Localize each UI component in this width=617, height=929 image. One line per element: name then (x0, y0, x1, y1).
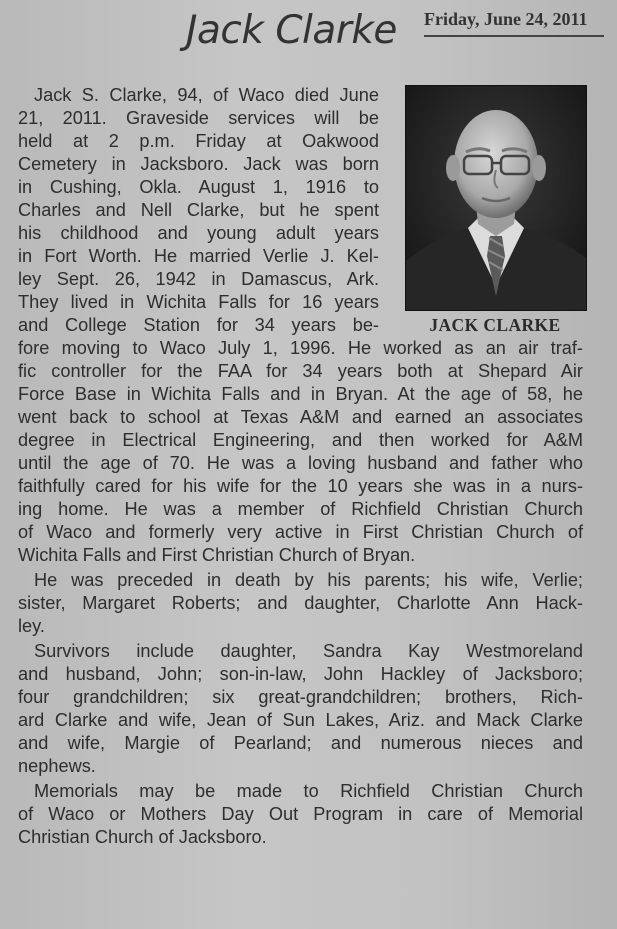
text-line: ard Clarke and wife, Jean of Sun Lakes, Ariz. and Mack Clarke (18, 710, 583, 730)
text-line: and husband, John; son-in-law, John Hackley of Jacksboro; (18, 664, 583, 684)
text-line: degree in Electrical Engineering, and then worked for A&M (18, 430, 583, 450)
text-line: Cemetery in Jacksboro. Jack was born (18, 154, 379, 174)
portrait-photo (405, 85, 587, 311)
text-line: 21, 2011. Graveside services will be (18, 108, 379, 128)
text-line: ley. (18, 616, 45, 636)
text-line: He was preceded in death by his parents; his wife, Verlie; (34, 570, 583, 590)
text-line: sister, Margaret Roberts; and daughter, Charlotte Ann Hack- (18, 593, 583, 613)
text-line: ing home. He was a member of Richfield Christian Church (18, 499, 583, 519)
text-line: four grandchildren; six great-grandchildren; brothers, Rich- (18, 687, 583, 707)
text-line: fore moving to Waco July 1, 1996. He worked as an air traf- (18, 338, 583, 358)
text-line: fic controller for the FAA for 34 years both at Shepard Air (18, 361, 583, 381)
text-line: They lived in Wichita Falls for 16 years (18, 292, 379, 312)
text-line: and College Station for 34 years be- (18, 315, 379, 335)
text-line: held at 2 p.m. Friday at Oakwood (18, 131, 379, 151)
text-line: Jack S. Clarke, 94, of Waco died June (34, 85, 379, 105)
text-line: in Fort Worth. He married Verlie J. Kel- (18, 246, 379, 266)
text-line: faithfully cared for his wife for the 10 years she was in a nurs- (18, 476, 583, 496)
text-line: in Cushing, Okla. August 1, 1916 to (18, 177, 379, 197)
text-line: Christian Church of Jacksboro. (18, 827, 267, 847)
portrait-illustration (406, 86, 586, 310)
text-line: nephews. (18, 756, 96, 776)
text-line: Charles and Nell Clarke, but he spent (18, 200, 379, 220)
text-line: went back to school at Texas A&M and earned an associates (18, 407, 583, 427)
text-line: and wife, Margie of Pearland; and numerous nieces and (18, 733, 583, 753)
text-line: Force Base in Wichita Falls and in Bryan. At the age of 58, he (18, 384, 583, 404)
text-line: Survivors include daughter, Sandra Kay Westmoreland (34, 641, 583, 661)
text-line: ley Sept. 26, 1942 in Damascus, Ark. (18, 269, 379, 289)
text-line: Memorials may be made to Richfield Christian Church (34, 781, 583, 801)
photo-caption: JACK CLARKE (429, 315, 561, 335)
text-line: his childhood and young adult years (18, 223, 379, 243)
text-line: of Waco or Mothers Day Out Program in care of Memorial (18, 804, 583, 824)
text-line: until the age of 70. He was a loving husband and father who (18, 453, 583, 473)
obituary-title: Jack Clarke (186, 8, 397, 53)
text-line: of Waco and formerly very active in First Christian Church of (18, 522, 583, 542)
publication-date: Friday, June 24, 2011 (424, 9, 604, 37)
text-line: Wichita Falls and First Christian Church of Bryan. (18, 545, 416, 565)
